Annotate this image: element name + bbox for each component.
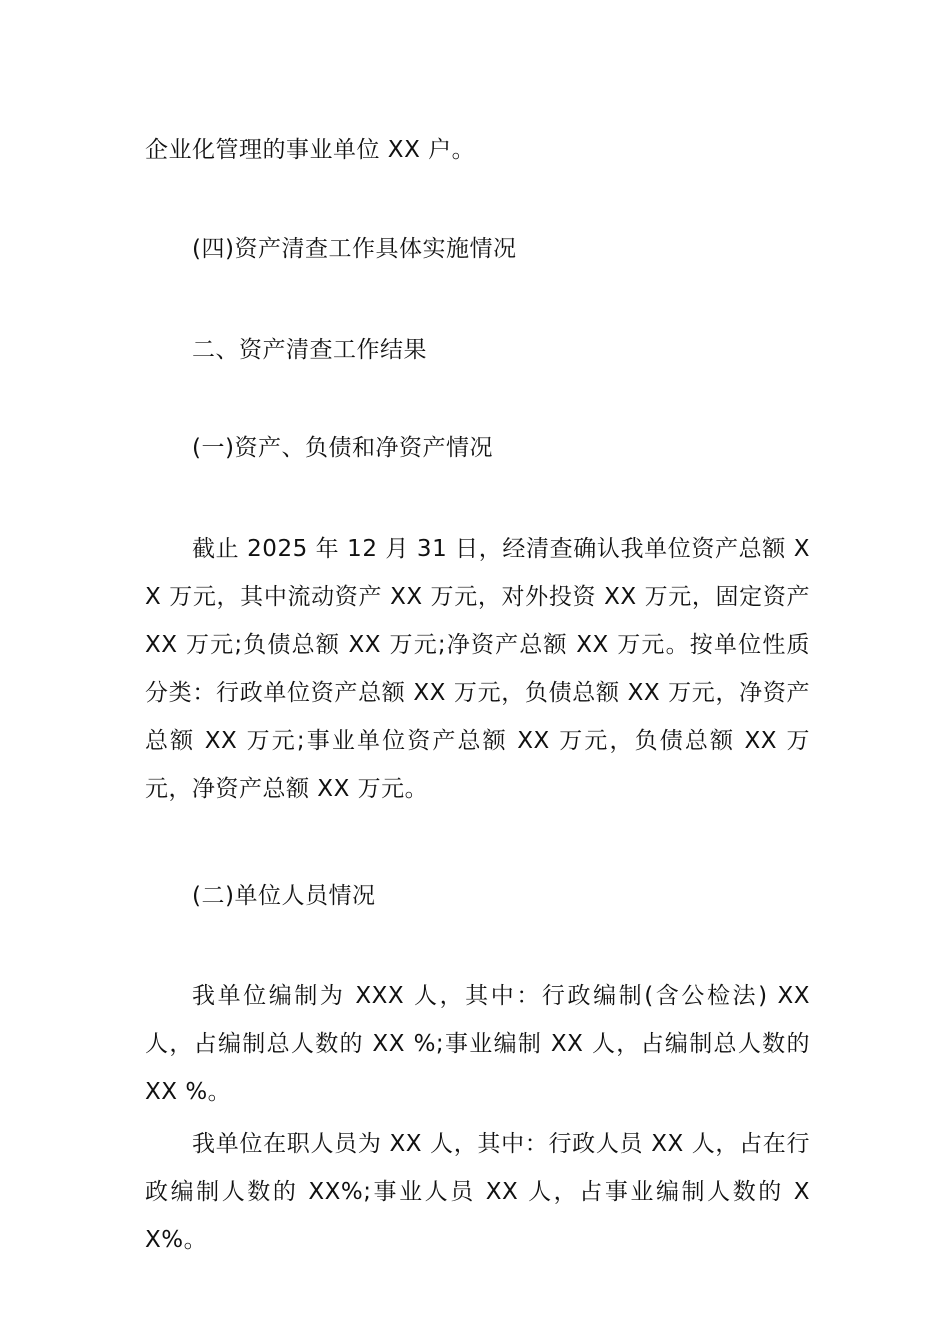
section-heading-2: (二)单位人员情况 xyxy=(192,883,376,909)
paragraph-continuation: 企业化管理的事业单位 XX 户。 xyxy=(145,137,476,163)
paragraph-assets-summary: 截止 2025 年 12 月 31 日，经清查确认我单位资产总额 XX 万元，其中流动资产 XX 万元，对外投资 XX 万元，固定资产 XX 万元;负债总额 XX 万元;净资产总额 XX 万元。按单位性质分类：行政单位资产总额 XX 万元，负债总额 XX 万元，净资产总额 XX 万元;事业单位资产总额 XX 万元，负债总额 XX 万元，净资产总额 XX 万元。 xyxy=(145,536,810,802)
section-heading-4: (四)资产清查工作具体实施情况 xyxy=(192,236,517,262)
paragraph-active-staff: 我单位在职人员为 XX 人，其中：行政人员 XX 人，占在行政编制人数的 XX%;事业人员 XX 人，占事业编制人数的 XX%。 xyxy=(145,1131,810,1253)
chapter-heading-2: 二、资产清查工作结果 xyxy=(192,337,427,363)
paragraph-staffing-quota: 我单位编制为 XXX 人，其中：行政编制(含公检法) XX 人，占编制总人数的 XX %;事业编制 XX 人，占编制总人数的 XX %。 xyxy=(145,983,810,1105)
section-heading-1: (一)资产、负债和净资产情况 xyxy=(192,435,493,461)
